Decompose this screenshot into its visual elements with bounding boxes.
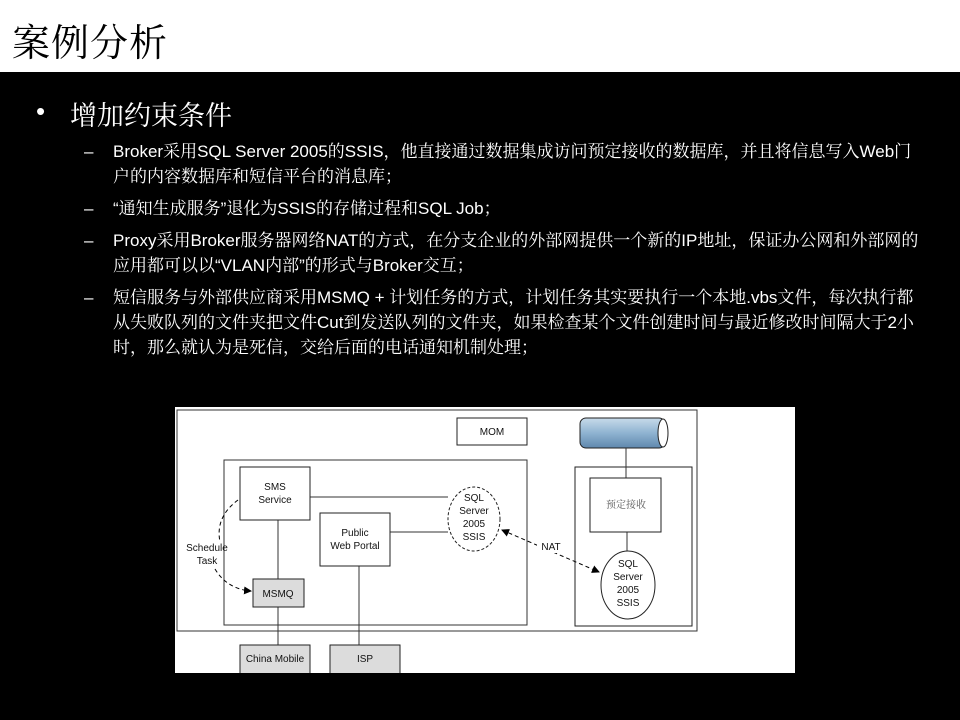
architecture-diagram [175,407,795,673]
dash-icon: – [84,142,94,161]
diagram-label: Server [613,572,643,583]
msmq-label: MSMQ [262,589,294,600]
sub-item [84,285,924,360]
bullet-heading: 增加约束条件 [70,101,232,132]
diagram-label: SQL [617,559,639,570]
dash-icon: – [84,199,94,218]
mom-label: MOM [479,427,505,438]
title-bar [0,0,960,72]
slide-title: 案例分析 [12,21,169,65]
service-label: Service [258,495,292,506]
sub-item-text: Broker采用SQL Server 2005的SSIS，他直接通过数据集成访问预定接收的数据库，并且将信息写入Web门户的内容数据库和短信平台的消息库； [113,142,912,186]
sub-item-text: “通知生成服务”退化为SSIS的存储过程和SQL Job； [113,199,501,218]
public-label: Public [341,528,369,539]
diagram-label: SQL [463,493,485,504]
task-label: Task [196,556,218,567]
database-cylinder-icon [580,418,668,448]
diagram-label: 2005 [462,519,486,530]
sub-item-text: Proxy采用Broker服务器网络NAT的方式，在分支企业的外部网提供一个新的IP地址，保证办公网和外部网的应用都可以以“VLAN内部”的形式与Broker交互； [113,231,919,275]
sub-item [84,228,924,278]
diagram-label: 2005 [616,585,640,596]
nat-label: NAT [541,542,561,553]
sub-item [84,196,924,221]
diagram-label: Server [459,506,489,517]
china-mobile-label: China Mobile [245,654,305,665]
receive-label: 预定接收 [606,500,646,511]
sms-service-box [240,467,310,520]
bullet-icon: • [36,96,46,126]
dash-icon: – [84,288,94,307]
isp-label: ISP [356,654,374,665]
web-portal-box [320,513,390,566]
web-portal-label: Web Portal [330,541,380,552]
diagram-label: SSIS [462,532,486,543]
sub-item-list [84,139,924,360]
diagram-label: SSIS [616,598,640,609]
dash-icon: – [84,231,94,250]
sms-label: SMS [264,482,286,493]
sub-item [84,139,924,189]
sub-item-text: 短信服务与外部供应商采用MSMQ + 计划任务的方式，计划任务其实要执行一个本地.vbs文件，每次执行都从失败队列的文件夹把文件Cut到发送队列的文件夹，如果检查某个文件创建时间与最近修改时间隔大于2小时，那么就认为是死信，交给后面的电话通知机制处理； [113,288,914,357]
schedule-label: Schedule [186,543,228,554]
